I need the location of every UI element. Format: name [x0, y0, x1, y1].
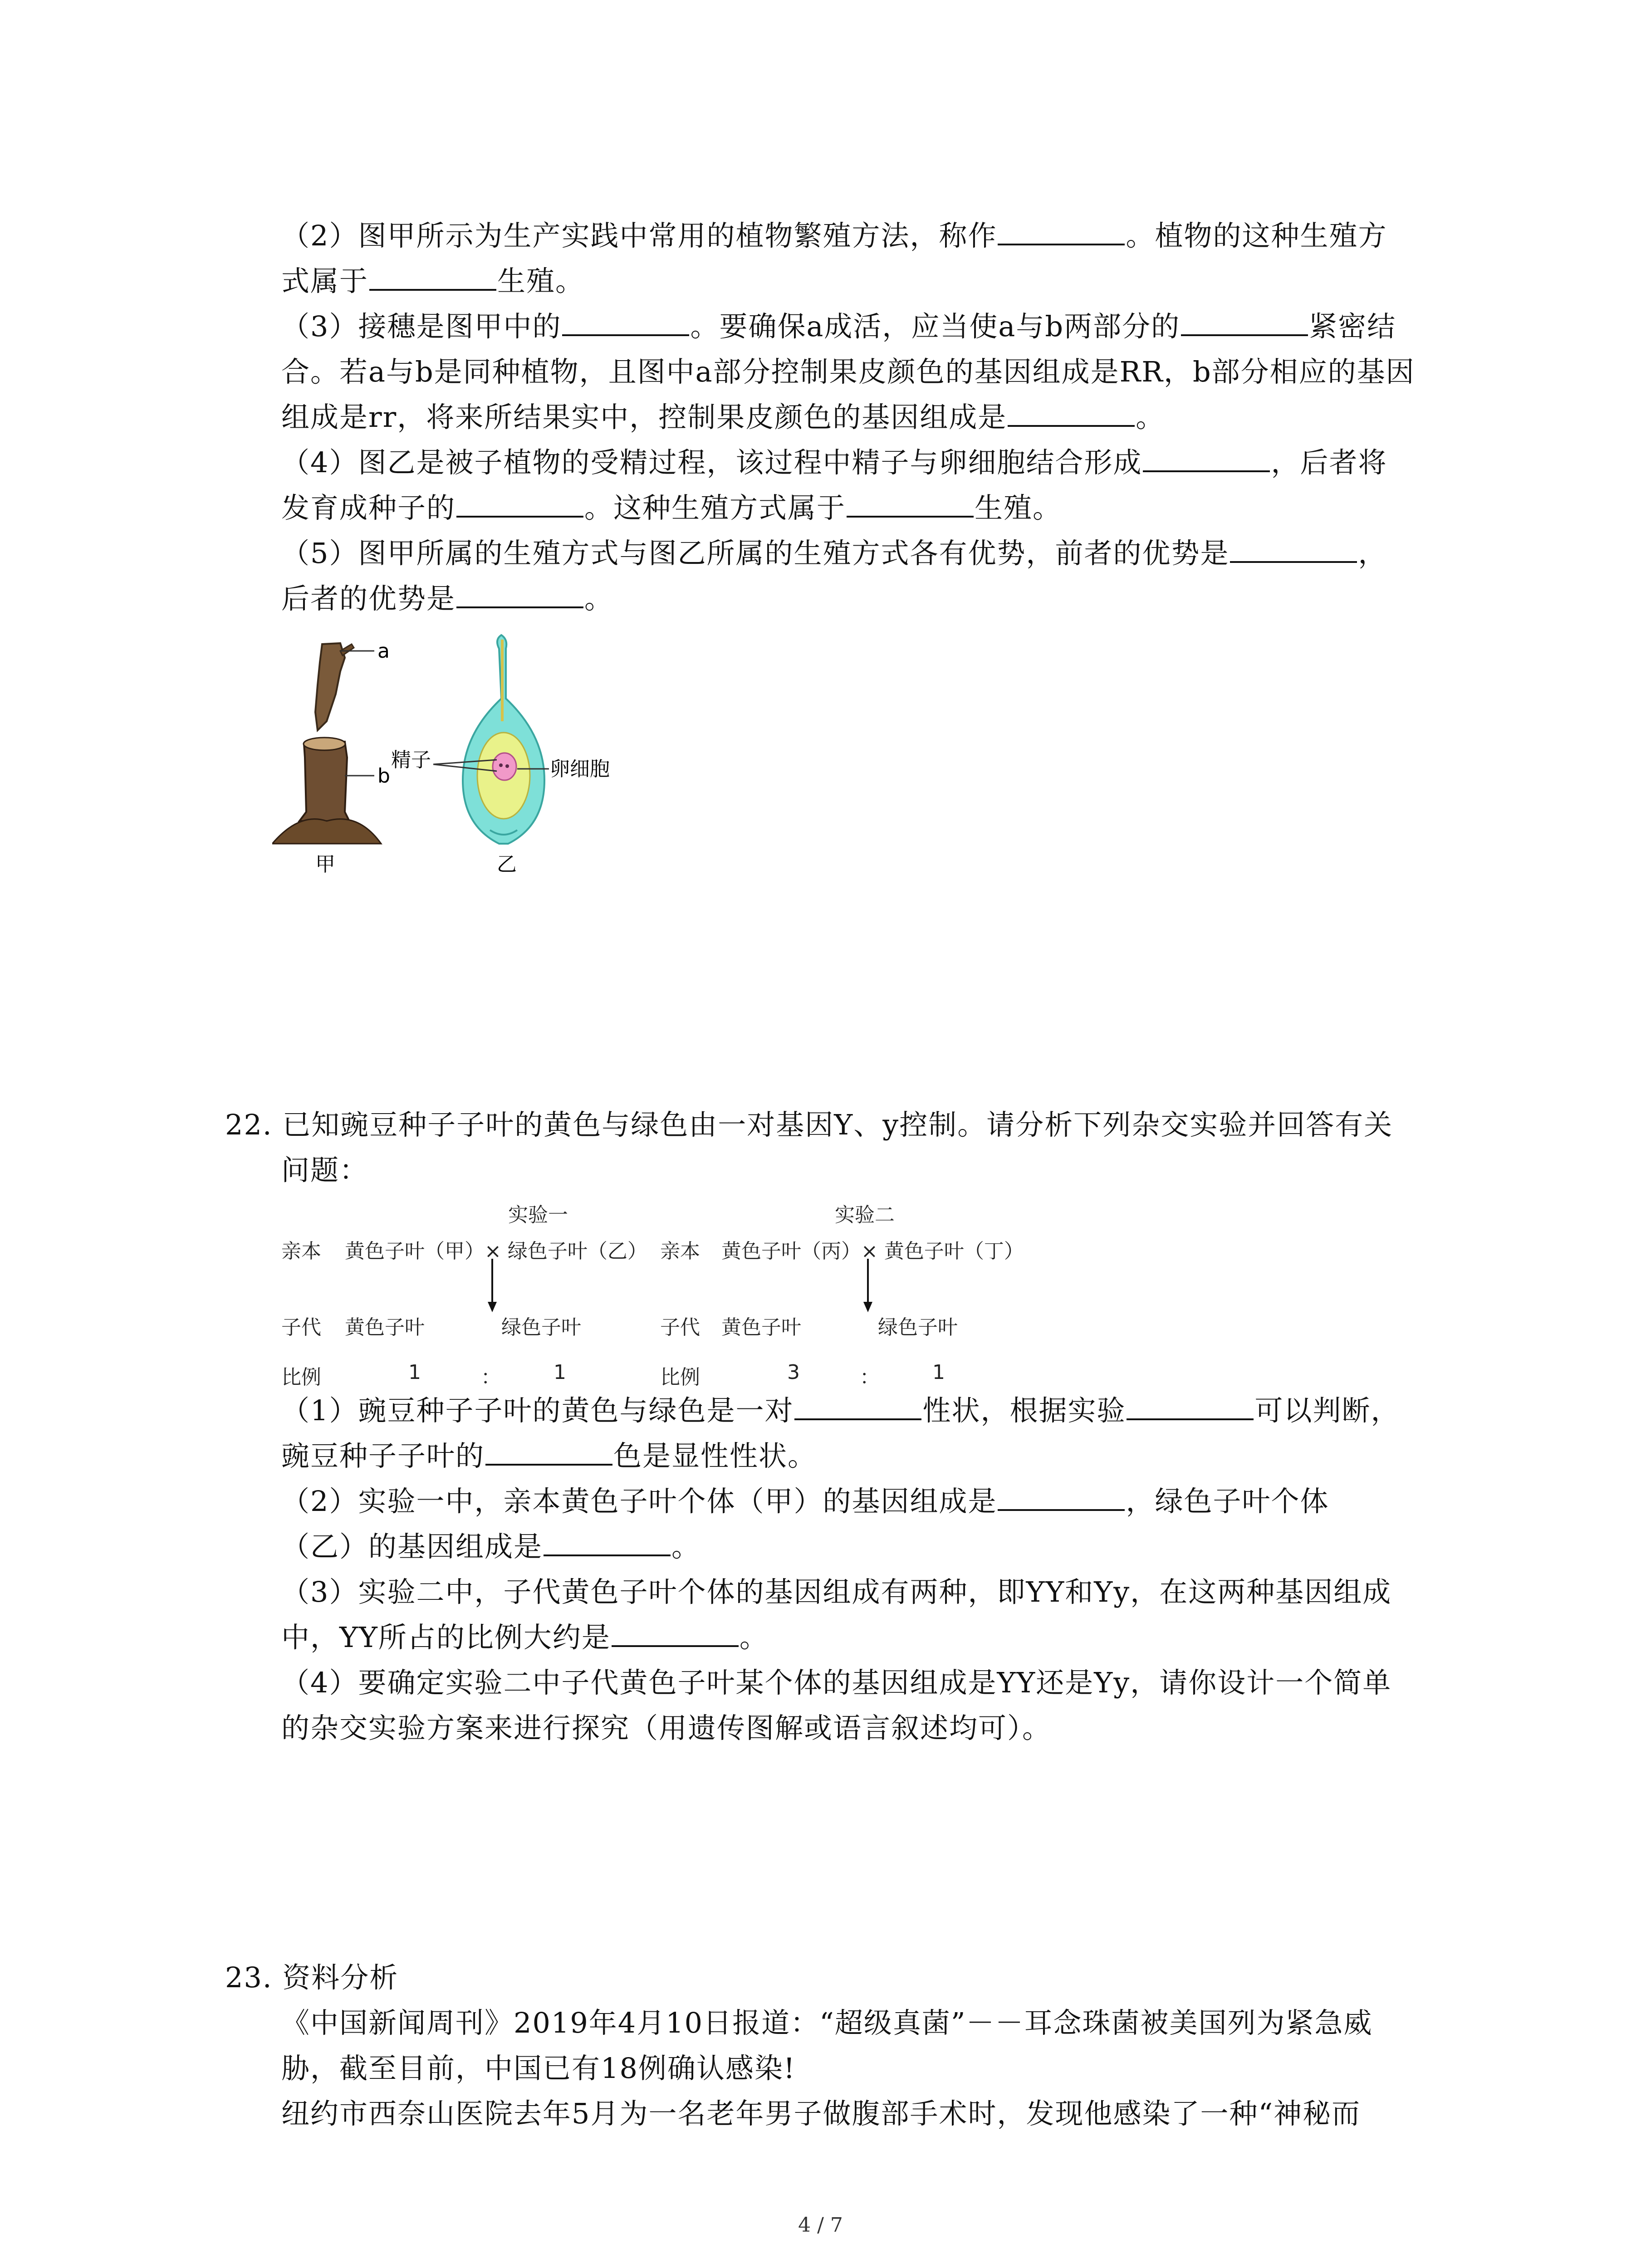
answer-blank[interactable] — [1230, 533, 1357, 563]
q23-line-1: 23. 资料分析 — [225, 1961, 399, 1994]
q22-sub1-line-2: 豌豆种子子叶的 色是显性性状。 — [281, 1433, 817, 1479]
q21-line-5: 组成是rr，将来所结果实中，控制果皮颜色的基因组成是 。 — [281, 395, 1165, 440]
answer-blank[interactable] — [562, 306, 689, 336]
q21-line-7: 发育成种子的 。这种生殖方式属于 生殖。 — [281, 485, 1062, 531]
label-b: b — [377, 764, 390, 787]
exp1-ratio-colon: ： — [481, 1366, 501, 1389]
exp1-parents: 黄色子叶（甲）× 绿色子叶（乙） — [345, 1240, 647, 1263]
answer-blank[interactable] — [794, 1390, 921, 1420]
answer-blank[interactable] — [1008, 397, 1135, 427]
exp1-offspring-label: 子代 — [281, 1316, 321, 1339]
answer-blank[interactable] — [847, 488, 974, 518]
exp1-ratio-a: 1 — [408, 1361, 421, 1384]
exp2-title: 实验二 — [835, 1203, 895, 1227]
q23-line-3: 胁，截至目前，中国已有18例确认感染! — [281, 2052, 796, 2085]
exp1-ratio-label: 比例 — [281, 1366, 321, 1389]
answer-blank[interactable] — [456, 488, 583, 518]
q21-line-9: 后者的优势是 。 — [281, 576, 613, 621]
q21-line-8: （5）图甲所属的生殖方式与图乙所属的生殖方式各有优势，前者的优势是 ， — [281, 531, 1387, 576]
q21-line-3: （3）接穗是图甲中的 。要确保a成活，应当使a与b两部分的 紧密结 — [281, 304, 1396, 349]
label-jia: 甲 — [315, 853, 335, 875]
grafting-fertilization-figure — [272, 631, 644, 875]
answer-blank[interactable] — [369, 261, 496, 291]
exp2-ratio-b: 1 — [932, 1361, 945, 1384]
answer-blank[interactable] — [1143, 442, 1270, 472]
answer-blank[interactable] — [544, 1526, 671, 1556]
answer-blank[interactable] — [998, 215, 1125, 245]
exp1-arrow — [485, 1259, 499, 1313]
q21-line-4: 合。若a与b是同种植物，且图中a部分控制果皮颜色的基因组成是RR，b部分相应的基因 — [281, 355, 1415, 388]
exp2-ratio-colon: ： — [860, 1366, 880, 1389]
exp1-title: 实验一 — [508, 1203, 568, 1227]
exp2-ratio-a: 3 — [787, 1361, 800, 1384]
page-number: 4 / 7 — [798, 2214, 843, 2237]
q22-sub4-line-2: 的杂交实验方案来进行探究（用遗传图解或语言叙述均可）。 — [281, 1711, 1052, 1745]
label-yi: 乙 — [497, 853, 517, 875]
exp2-parent-label: 亲本 — [660, 1240, 700, 1263]
exp2-parents: 黄色子叶（丙）× 黄色子叶（丁） — [721, 1240, 1024, 1263]
q21-line-6: （4）图乙是被子植物的受精过程，该过程中精子与卵细胞结合形成 ，后者将 — [281, 440, 1387, 485]
exp1-offspring-green: 绿色子叶 — [501, 1316, 581, 1339]
q22-sub2-line-2: （乙）的基因组成是 。 — [281, 1524, 700, 1569]
label-a: a — [377, 640, 390, 663]
q23-line-4: 纽约市西奈山医院去年5月为一名老年男子做腹部手术时，发现他感染了一种“神秘而 — [281, 2097, 1361, 2130]
q21-line-1: （2）图甲所示为生产实践中常用的植物繁殖方法，称作 。植物的这种生殖方 — [281, 213, 1387, 259]
answer-blank[interactable] — [485, 1436, 612, 1466]
answer-blank[interactable] — [1181, 306, 1308, 336]
exp2-offspring-label: 子代 — [660, 1316, 700, 1339]
answer-blank[interactable] — [1127, 1390, 1254, 1420]
exp1-parent-label: 亲本 — [281, 1240, 321, 1263]
exp1-ratio-b: 1 — [554, 1361, 566, 1384]
answer-blank[interactable] — [456, 578, 583, 608]
label-egg-cell: 卵细胞 — [550, 758, 610, 781]
exp2-offspring-green: 绿色子叶 — [878, 1316, 958, 1339]
q22-sub4-line-1: （4）要确定实验二中子代黄色子叶某个体的基因组成是YY还是Yy，请你设计一个简单 — [281, 1666, 1392, 1699]
q22-sub2-line-1: （2）实验一中，亲本黄色子叶个体（甲）的基因组成是 ，绿色子叶个体 — [281, 1479, 1329, 1524]
answer-blank[interactable] — [612, 1617, 739, 1647]
rootstock-drawing — [272, 738, 381, 844]
exp2-offspring-yellow: 黄色子叶 — [721, 1316, 801, 1339]
q22-sub3-line-2: 中，YY所占的比例大约是 。 — [281, 1615, 769, 1660]
answer-blank[interactable] — [998, 1481, 1125, 1511]
exp2-arrow — [861, 1259, 875, 1313]
exp1-offspring-yellow: 黄色子叶 — [345, 1316, 425, 1339]
q22-sub1-line-1: （1）豌豆种子子叶的黄色与绿色是一对 性状，根据实验 可以判断， — [281, 1388, 1400, 1433]
exp2-ratio-label: 比例 — [660, 1366, 700, 1389]
q22-line-1: 22. 已知豌豆种子子叶的黄色与绿色由一对基因Y、y控制。请分析下列杂交实验并回答有关 — [225, 1108, 1393, 1141]
q21-line-2: 式属于 生殖。 — [281, 259, 584, 304]
ovule-drawing — [433, 635, 549, 844]
q23-line-2: 《中国新闻周刊》2019年4月10日报道：“超级真菌”－－耳念珠菌被美国列为紧急威 — [281, 2006, 1373, 2039]
q22-line-2: 问题： — [281, 1154, 369, 1187]
q22-sub3-line-1: （3）实验二中，子代黄色子叶个体的基因组成有两种，即YY和Yy，在这两种基因组成 — [281, 1575, 1392, 1608]
label-sperm: 精子 — [391, 748, 431, 772]
scion-drawing — [315, 643, 374, 730]
